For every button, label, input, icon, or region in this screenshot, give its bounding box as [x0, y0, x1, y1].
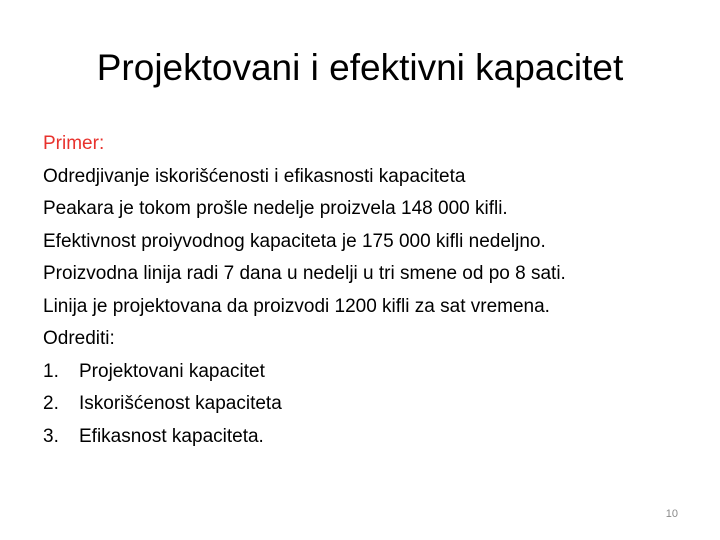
body-line-shifts: Proizvodna linija radi 7 dana u nedelji u tri smene od po 8 sati.	[43, 263, 566, 284]
list-item	[43, 421, 703, 454]
list-item	[43, 388, 703, 421]
body-line-effective-capacity: Efektivnost proiyvodnog kapaciteta je 175 000 kifli nedeljno.	[43, 230, 546, 252]
list-item-number: 2.	[43, 393, 59, 414]
example-heading: Primer:	[43, 133, 105, 154]
list-item-text: Iskorišćenost kapaciteta	[79, 393, 282, 414]
list-item-number: 1.	[43, 360, 59, 382]
list-item	[43, 356, 703, 389]
slide-title: Projektovani i efektivni kapacitet	[96, 47, 624, 88]
slide-body	[43, 128, 703, 453]
list-item-number: 3.	[43, 425, 59, 447]
body-line-design-rate: Linija je projektovana da proizvodi 1200 kifli za sat vremena.	[43, 295, 550, 317]
body-line-task-heading: Odrediti:	[43, 328, 115, 349]
body-line-subtitle: Odredjivanje iskorišćenosti i efikasnosti kapaciteta	[43, 165, 466, 187]
body-line-production: Peakara je tokom prošle nedelje proizvela 148 000 kifli.	[43, 198, 508, 219]
task-list	[43, 356, 703, 454]
page-number: 10	[665, 508, 678, 520]
list-item-text: Efikasnost kapaciteta.	[79, 425, 264, 447]
list-item-text: Projektovani kapacitet	[79, 360, 265, 382]
